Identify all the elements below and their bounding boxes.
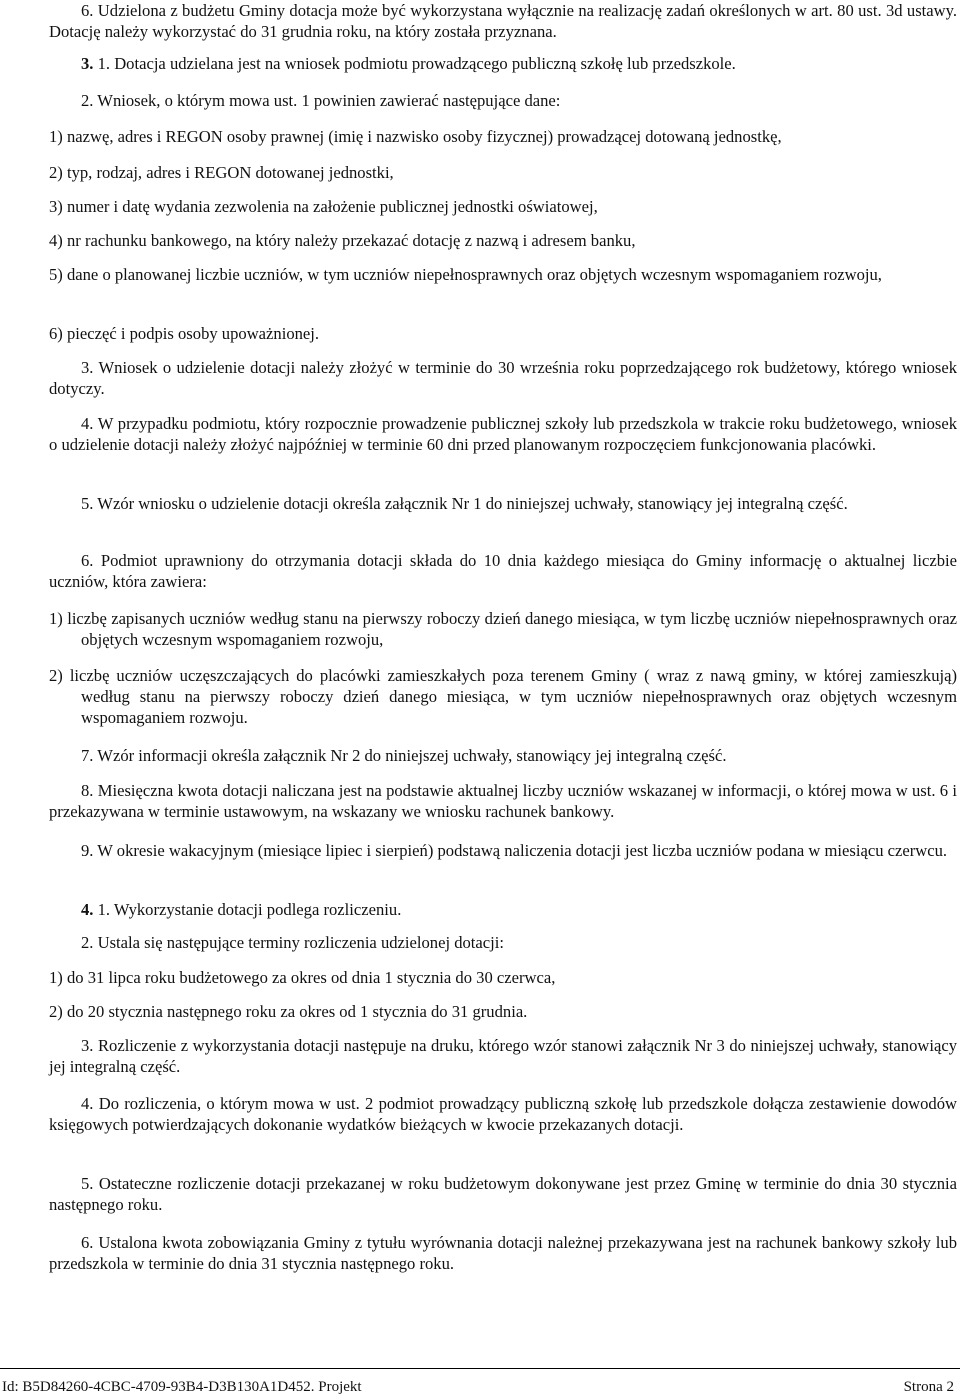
list-item: 1) nazwę, adres i REGON osoby prawnej (imię i nazwisko osoby fizycznej) prowadzącej dotowaną jednostkę, bbox=[49, 127, 782, 146]
section-3-para-4: 4. W przypadku podmiotu, który rozpocznie prowadzenie publicznej szkoły lub przedszkola w trakcie roku budżetowego, wniosek o udzielenie dotacji należy złożyć najpóźniej w terminie 60 dni przed planowanym rozpoczęciem funkcjonowania placówki. bbox=[49, 414, 957, 454]
section-3-para-9: 9. W okresie wakacyjnym (miesiące lipiec i sierpień) podstawą naliczenia dotacji jest liczba uczniów podana w miesiącu czerwcu. bbox=[81, 841, 948, 860]
section-3-para-5: 5. Wzór wniosku o udzielenie dotacji określa załącznik Nr 1 do niniejszej uchwały, stanowiący jej integralną część. bbox=[81, 494, 848, 513]
section-3-para-1-text: 1. Dotacja udzielana jest na wniosek podmiotu prowadzącego publiczną szkołę lub przedszkole. bbox=[97, 54, 736, 73]
section-3-para-1 bbox=[49, 53, 957, 74]
paragraph-6-dotacja: 6. Udzielona z budżetu Gminy dotacja może być wykorzystana wyłącznie na realizację zadań określonych w art. 80 ust. 3d ustawy. Dotację należy wykorzystać do 31 grudnia roku, na który została przyznana. bbox=[49, 1, 957, 41]
footer-page-number: Strona 2 bbox=[903, 1379, 954, 1395]
section-4-para-2: 2. Ustala się następujące terminy rozliczenia udzielonej dotacji: bbox=[81, 933, 504, 952]
section-3-para-2: 2. Wniosek, o którym mowa ust. 1 powinien zawierać następujące dane: bbox=[81, 91, 561, 110]
list-item: 2) do 20 stycznia następnego roku za okres od 1 stycznia do 31 grudnia. bbox=[49, 1002, 528, 1021]
list-item: 4) nr rachunku bankowego, na który należy przekazać dotację z nazwą i adresem banku, bbox=[49, 231, 636, 250]
section-4-para-1-text: 1. Wykorzystanie dotacji podlega rozliczeniu. bbox=[97, 900, 402, 919]
section-4-para-5: 5. Ostateczne rozliczenie dotacji przekazanej w roku budżetowym dokonywane jest przez Gminę w terminie do dnia 30 stycznia następnego roku. bbox=[49, 1174, 957, 1214]
section-3-para-8: 8. Miesięczna kwota dotacji naliczana jest na podstawie aktualnej liczby uczniów wskazanej w informacji, o której mowa w ust. 6 i przekazywana w terminie ustawowym, na wskazany we wniosku rachunek bankowy. bbox=[49, 781, 957, 821]
section-4-para-6: 6. Ustalona kwota zobowiązania Gminy z tytułu wyrównania dotacji należnej przekazywana jest na rachunek bankowy szkoły lub przedszkola w terminie do dnia 31 stycznia następnego roku. bbox=[49, 1233, 957, 1273]
footer-divider bbox=[0, 1368, 960, 1369]
list-item: 5) dane o planowanej liczbie uczniów, w tym uczniów niepełnosprawnych oraz objętych wczesnym wspomaganiem rozwoju, bbox=[49, 265, 882, 284]
section-3-number: 3. bbox=[81, 54, 94, 73]
list-item: 2) liczbę uczniów uczęszczających do placówki zamieszkałych poza terenem Gminy ( wraz z nawą gminy, w której zamieszkują) według stanu na pierwszy roboczy dzień danego miesiąca, w tym uczniów niepełnosprawnych oraz objętych wczesnym wspomaganiem rozwoju. bbox=[49, 666, 957, 727]
list-item: 6) pieczęć i podpis osoby upoważnionej. bbox=[49, 324, 320, 343]
footer-document-id: Id: B5D84260-4CBC-4709-93B4-D3B130A1D452. Projekt bbox=[2, 1379, 362, 1395]
list-item: 2) typ, rodzaj, adres i REGON dotowanej jednostki, bbox=[49, 163, 394, 182]
list-item: 1) do 31 lipca roku budżetowego za okres od dnia 1 stycznia do 30 czerwca, bbox=[49, 968, 556, 987]
section-4-para-1 bbox=[49, 899, 957, 920]
section-4-para-3: 3. Rozliczenie z wykorzystania dotacji następuje na druku, którego wzór stanowi załącznik Nr 3 do niniejszej uchwały, stanowiący jej integralną część. bbox=[49, 1036, 957, 1076]
list-item: 1) liczbę zapisanych uczniów według stanu na pierwszy roboczy dzień danego miesiąca, w tym liczbę uczniów niepełnosprawnych oraz objętych wczesnym wspomaganiem rozwoju, bbox=[49, 609, 957, 649]
section-4-number: 4. bbox=[81, 900, 94, 919]
section-3-para-6: 6. Podmiot uprawniony do otrzymania dotacji składa do 10 dnia każdego miesiąca do Gminy informację o aktualnej liczbie uczniów, która zawiera: bbox=[49, 551, 957, 591]
list-item: 3) numer i datę wydania zezwolenia na założenie publicznej jednostki oświatowej, bbox=[49, 197, 598, 216]
section-3-para-7: 7. Wzór informacji określa załącznik Nr 2 do niniejszej uchwały, stanowiący jej integralną część. bbox=[81, 746, 727, 765]
section-4-para-4: 4. Do rozliczenia, o którym mowa w ust. 2 podmiot prowadzący publiczną szkołę lub przedszkole dołącza zestawienie dowodów księgowych potwierdzających dokonanie wydatków bieżących w kwocie przekazanych dotacji. bbox=[49, 1094, 957, 1134]
section-3-para-3: 3. Wniosek o udzielenie dotacji należy złożyć w terminie do 30 września roku poprzedzającego rok budżetowy, którego wniosek dotyczy. bbox=[49, 358, 957, 398]
